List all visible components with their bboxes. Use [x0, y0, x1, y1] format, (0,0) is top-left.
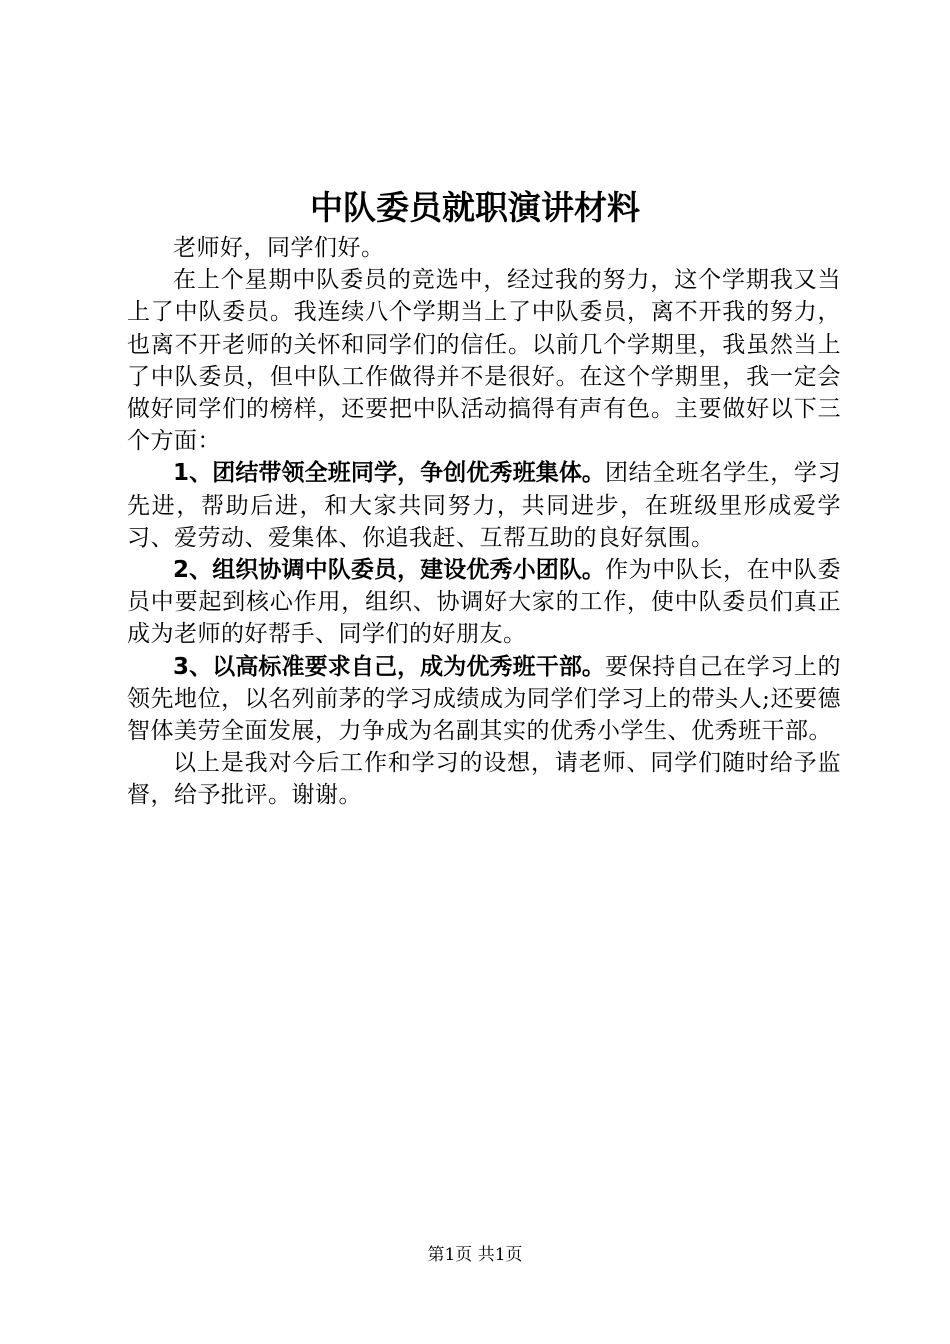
point-heading-2: 2、组织协调中队委员，建设优秀小团队。 [173, 557, 606, 584]
point-heading-3: 3、以高标准要求自己，成为优秀班干部。 [173, 653, 606, 680]
point-paragraph-2 [127, 554, 841, 651]
point-paragraph-1 [127, 457, 841, 554]
point-paragraph-3 [127, 651, 841, 748]
point-text-3: 要保持自己在学习上的领先地位，以名列前茅的学习成绩成为同学们学习上的带头人;还要德智体美劳全面发展，力争成为名副其实的优秀小学生、优秀班干部。 [127, 653, 841, 745]
document-title: 中队委员就职演讲材料 [310, 188, 640, 227]
greeting-paragraph: 老师好，同学们好。 [173, 235, 385, 261]
intro-paragraph: 在上个星期中队委员的竞选中，经过我的努力，这个学期我又当上了中队委员。我连续八个学期当上了中队委员，离不开我的努力，也离不开老师的关怀和同学们的信任。以前几个学期里，我虽然当上了中队委员，但中队工作做得并不是很好。在这个学期里，我一定会做好同学们的榜样，还要把中队活动搞得有声有色。主要做好以下三个方面： [127, 267, 841, 455]
closing-paragraph: 以上是我对今后工作和学习的设想，请老师、同学们随时给予监督，给予批评。谢谢。 [127, 750, 841, 809]
point-text-2: 作为中队长，在中队委员中要起到核心作用，组织、协调好大家的工作，使中队委员们真正成为老师的好帮手、同学们的好朋友。 [127, 557, 841, 648]
page-footer: 第1页 共1页 [427, 1245, 523, 1265]
point-heading-1: 1、团结带领全班同学，争创优秀班集体。 [173, 460, 606, 487]
point-text-1: 团结全班名学生，学习先进，帮助后进，和大家共同努力，共同进步，在班级里形成爱学习、爱劳动、爱集体、你追我赶、互帮互助的良好氛围。 [127, 460, 841, 551]
document-body [127, 232, 841, 812]
